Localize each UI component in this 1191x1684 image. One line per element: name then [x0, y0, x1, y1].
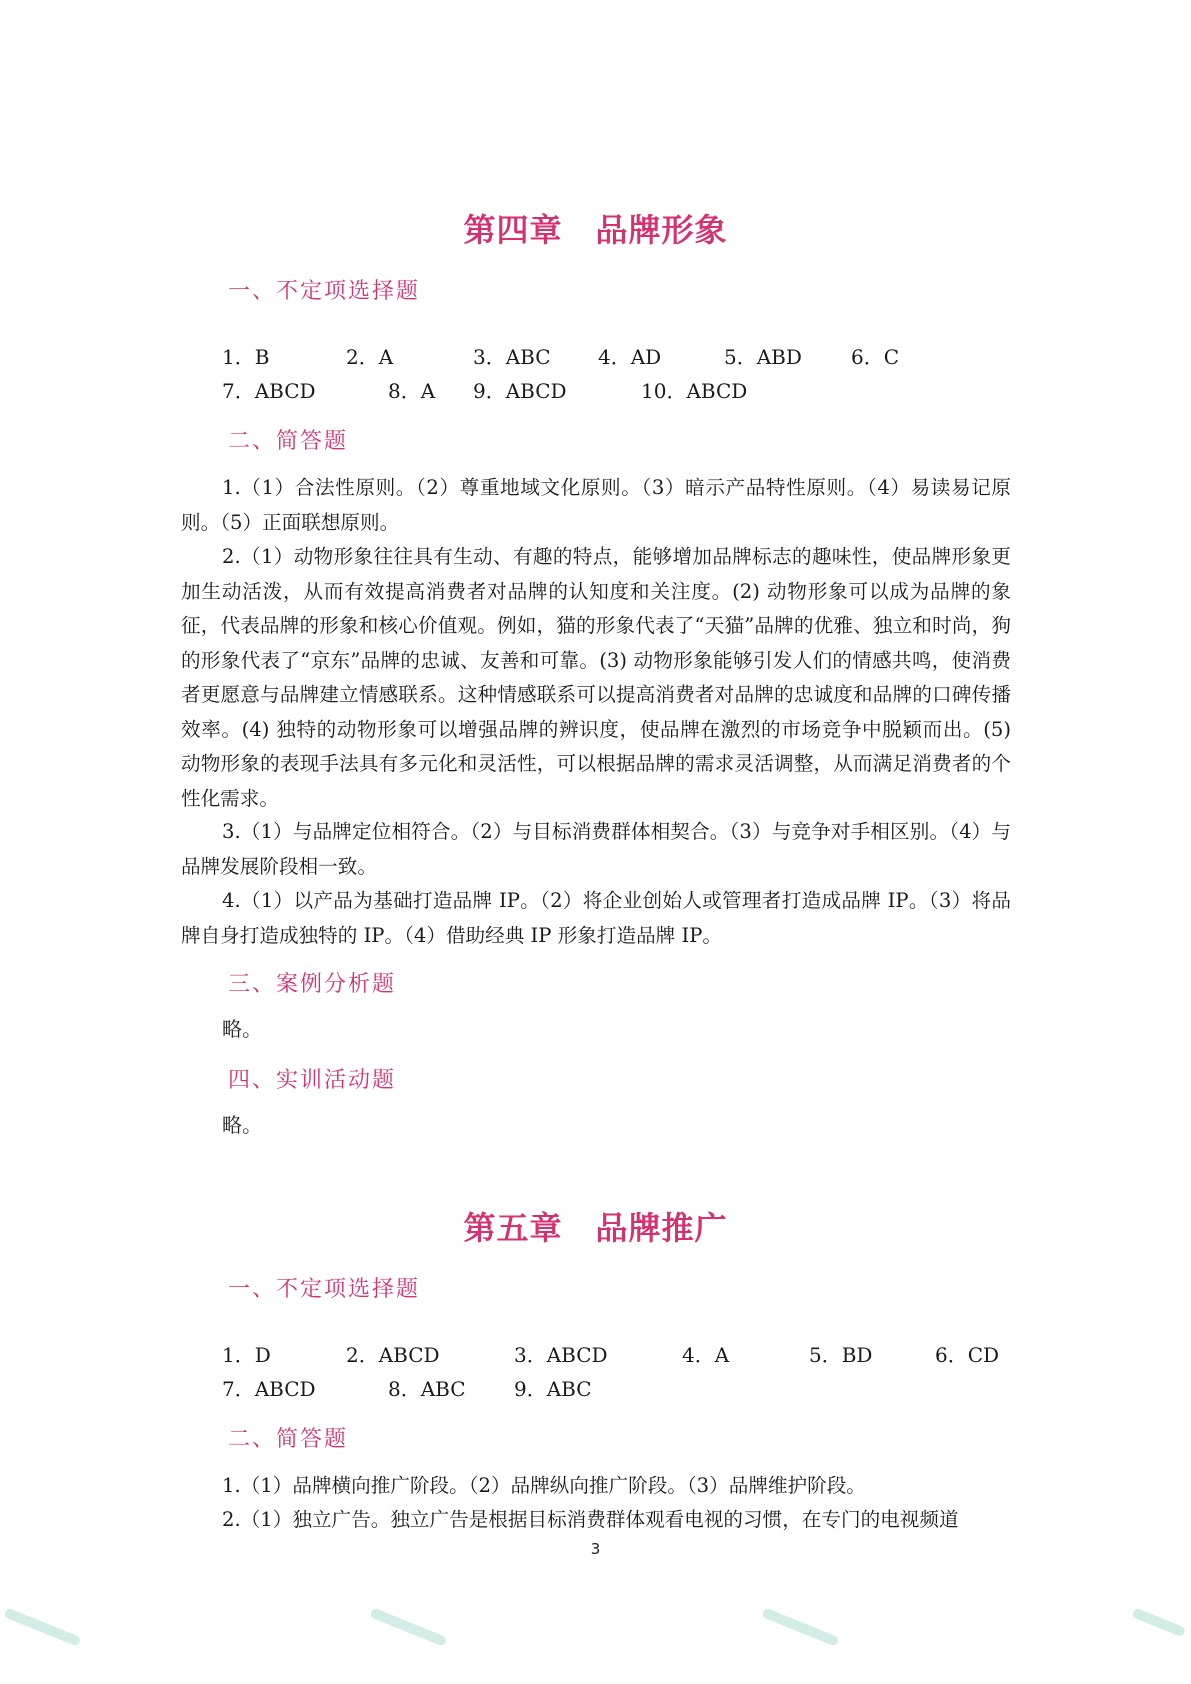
answer-item: 2．ABCD [346, 1343, 440, 1367]
ch5-section-1-heading: 一、不定项选择题 [228, 1277, 421, 1302]
ch4-section-3-text: 略。 [222, 1017, 262, 1041]
watermark-mark [759, 1602, 851, 1656]
watermark-mark [1, 1602, 93, 1656]
answer-item: 7．ABCD [222, 1377, 316, 1401]
answer-item: 1．D [222, 1343, 271, 1367]
answer-item: 8．ABC [388, 1377, 466, 1401]
answer-item: 5．BD [809, 1343, 873, 1367]
answer-item: 4．AD [598, 345, 662, 369]
ch4-section-2-heading: 二、简答题 [228, 429, 349, 454]
ch4-answers-row-1 [0, 340, 1191, 374]
ch5-answers-row-2 [0, 1372, 1191, 1406]
answer-item: 3．ABC [473, 345, 551, 369]
ch4-answer-paragraph-3: 3.（1）与品牌定位相符合。（2）与目标消费群体相契合。（3）与竞争对手相区别。（4）与品牌发展阶段相一致。 [181, 820, 1011, 878]
chapter-5-title: 第五章 品牌推广 [463, 1209, 728, 1247]
ch4-answer-paragraph-2: 2.（1）动物形象往往具有生动、有趣的特点，能够增加品牌标志的趣味性，使品牌形象更加生动活泼，从而有效提高消费者对品牌的认知度和关注度。(2) 动物形象可以成为品牌的象征，代表品牌的形象和核心价值观。例如，猫的形象代表了“天猫”品牌的优雅、独立和时尚，狗的形象代表了“京东”品牌的忠诚、友善和可靠。(3) 动物形象能够引发人们的情感共鸣，使消费者更愿意与品牌建立情感联系。这种情感联系可以提高消费者对品牌的忠诚度和品牌的口碑传播效率。(4) 独特的动物形象可以增强品牌的辨识度，使品牌在激烈的市场竞争中脱颖而出。(5) 动物形象的表现手法具有多元化和灵活性，可以根据品牌的需求灵活调整，从而满足消费者的个性化需求。 [181, 545, 1011, 810]
watermark-mark [367, 1602, 459, 1656]
answer-item: 8．A [388, 379, 436, 403]
answer-item: 3．ABCD [514, 1343, 608, 1367]
ch4-section-3-heading: 三、案例分析题 [228, 972, 397, 997]
ch4-section-4-heading: 四、实训活动题 [228, 1068, 397, 1093]
answer-item: 10．ABCD [641, 379, 748, 403]
answer-item: 2．A [346, 345, 394, 369]
ch5-section-2-heading: 二、简答题 [228, 1427, 349, 1452]
answer-item: 7．ABCD [222, 379, 316, 403]
watermark-mark [1129, 1602, 1191, 1656]
chapter-4-title: 第四章 品牌形象 [463, 211, 728, 249]
ch4-answer-paragraph-1: 1.（1）合法性原则。（2）尊重地域文化原则。（3）暗示产品特性原则。（4）易读易记原则。（5）正面联想原则。 [181, 476, 1011, 534]
ch5-answer-paragraph-1: 1.（1）品牌横向推广阶段。（2）品牌纵向推广阶段。（3）品牌维护阶段。 [222, 1474, 866, 1497]
ch4-section-4-text: 略。 [222, 1113, 262, 1137]
ch5-answer-paragraph-2: 2.（1）独立广告。独立广告是根据目标消费群体观看电视的习惯，在专门的电视频道 [222, 1508, 959, 1531]
page-number: 3 [590, 1540, 601, 1558]
answer-item: 1．B [222, 345, 270, 369]
answer-item: 6．CD [935, 1343, 1000, 1367]
ch4-answers-row-2 [0, 374, 1191, 408]
answer-item: 9．ABC [514, 1377, 592, 1401]
answer-item: 4．A [682, 1343, 730, 1367]
ch5-answers-row-1 [0, 1338, 1191, 1372]
answer-item: 9．ABCD [473, 379, 567, 403]
answer-item: 5．ABD [724, 345, 802, 369]
ch4-section-1-heading: 一、不定项选择题 [228, 279, 421, 304]
answer-item: 6．C [851, 345, 900, 369]
ch4-answer-paragraph-4: 4.（1）以产品为基础打造品牌 IP。（2）将企业创始人或管理者打造成品牌 IP。（3）将品牌自身打造成独特的 IP。（4）借助经典 IP 形象打造品牌 IP。 [181, 889, 1011, 947]
